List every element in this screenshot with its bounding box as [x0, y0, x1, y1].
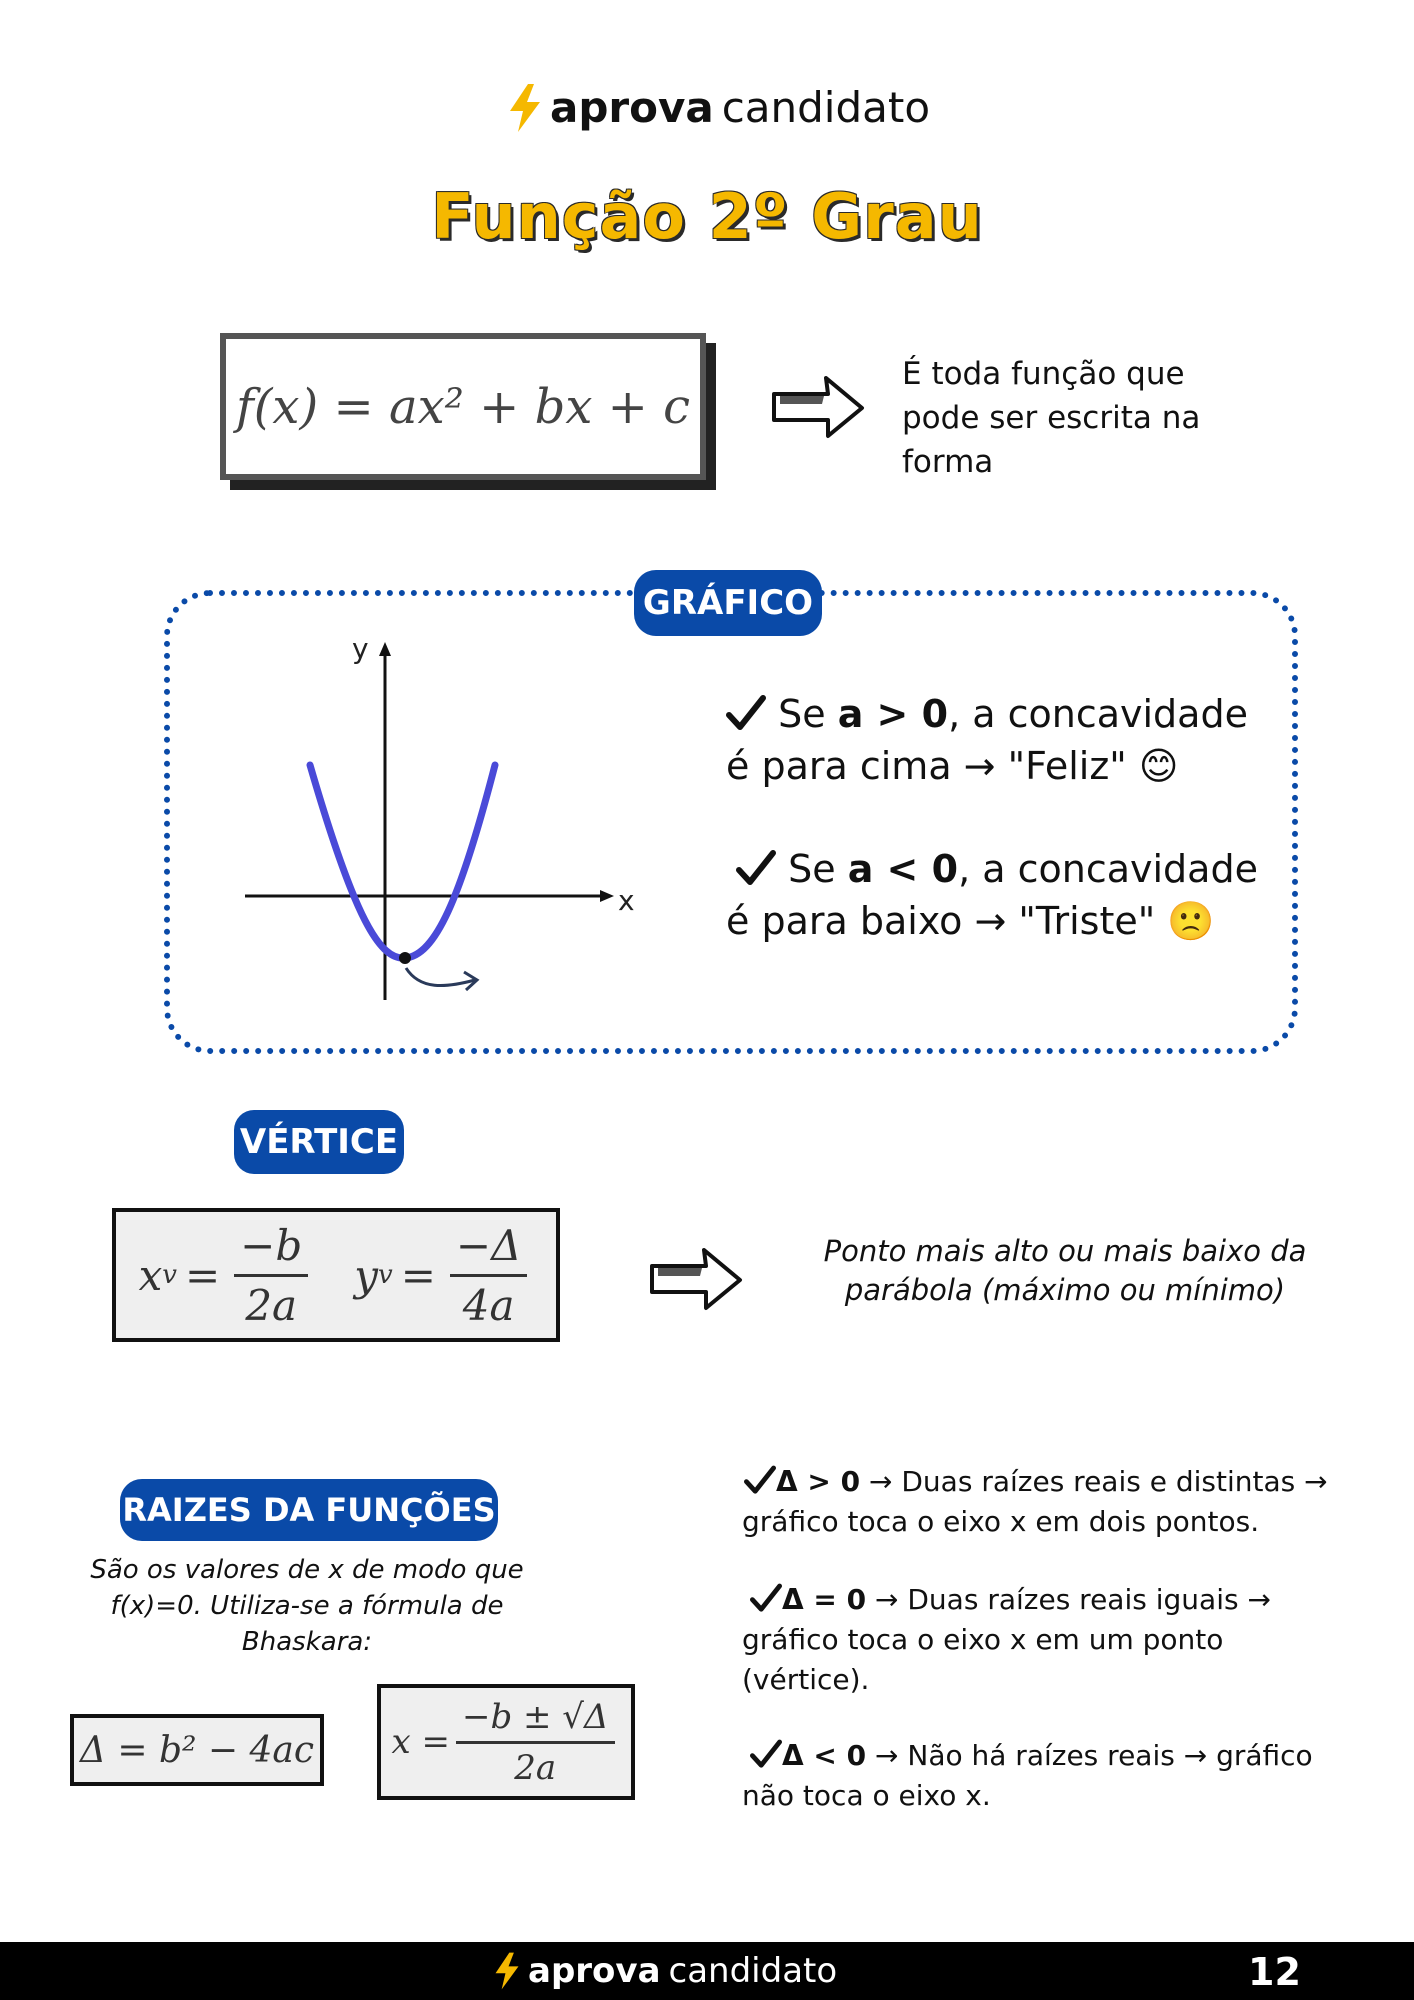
rule-a-positive [726, 688, 1266, 792]
lightning-bolt-icon [494, 1952, 520, 1990]
y-axis-arrow-icon [379, 642, 391, 656]
footer-brand [494, 1952, 837, 1990]
delta-case-text: → Duas raízes reais e distintas → gráfico toca o eixo x em dois pontos. [742, 1465, 1328, 1538]
bhaskara-lhs: x = [391, 1722, 450, 1762]
hand-drawn-arrow-icon [770, 372, 866, 442]
bhaskara-fraction [456, 1697, 615, 1788]
x-axis-arrow-icon [600, 890, 614, 902]
delta-case-condition: Δ < 0 [782, 1739, 867, 1772]
rule-condition: a < 0 [847, 847, 959, 891]
definition-description: É toda função que pode ser escrita na forma [902, 356, 1201, 480]
rule-line2: é para cima → "Feliz" [726, 744, 1127, 788]
rule-prefix: Se [778, 692, 838, 736]
rule-a-negative [726, 843, 1266, 947]
header-brand [508, 84, 930, 132]
page-title: Função 2º Grau [431, 180, 983, 253]
delta-formula-box [70, 1714, 324, 1786]
rule-line2: é para baixo → "Triste" [726, 899, 1156, 943]
delta-case-zero [742, 1580, 1302, 1700]
xv-fraction [234, 1221, 308, 1330]
brand-bold: aprova [550, 83, 714, 132]
footer-brand-light: candidato [668, 1951, 838, 1991]
rule-prefix: Se [788, 847, 848, 891]
rule-middle: , a concavidade [958, 847, 1258, 891]
yv-denominator: 4a [462, 1280, 515, 1330]
delta-case-condition: Δ > 0 [776, 1465, 861, 1498]
delta-case-text: → Não há raízes reais → gráfico não toca o eixo x. [742, 1739, 1313, 1812]
xv-sub: v [162, 1260, 177, 1290]
raizes-label: RAIZES DA FUNÇÕES [120, 1479, 498, 1541]
checkmark-icon [736, 848, 776, 888]
x-axis-label: x [618, 884, 635, 917]
raizes-description: São os valores de x de modo que f(x)=0. Utiliza-se a fórmula de Bhaskara: [90, 1555, 524, 1657]
yv-lhs: y [354, 1250, 378, 1300]
bhaskara-denominator: 2a [514, 1747, 557, 1788]
delta-formula: Δ = b² − 4ac [79, 1729, 315, 1771]
bhaskara-numerator: −b ± √Δ [456, 1697, 615, 1744]
parabola-graph [230, 630, 650, 1030]
quadratic-formula-box [220, 333, 706, 480]
vertice-description: Ponto mais alto ou mais baixo da parábola (máximo ou mínimo) [823, 1234, 1307, 1307]
xv-denominator: 2a [245, 1280, 298, 1330]
bhaskara-formula-box [377, 1684, 635, 1800]
vertex-point [399, 952, 411, 964]
delta-case-condition: Δ = 0 [782, 1583, 867, 1616]
delta-case-text: → Duas raízes reais iguais → gráfico toca o eixo x em um ponto (vértice). [742, 1583, 1271, 1696]
rule-condition: a > 0 [837, 692, 949, 736]
delta-case-negative [742, 1736, 1322, 1816]
brand-light: candidato [721, 83, 931, 132]
delta-case-positive [742, 1462, 1332, 1542]
checkmark-icon [750, 1582, 782, 1614]
happy-emoji-icon: 😊 [1138, 744, 1179, 788]
yv-numerator: −Δ [450, 1221, 528, 1277]
footer-bar [0, 1942, 1414, 2000]
parabola-curve [310, 765, 495, 958]
lightning-bolt-icon [508, 84, 542, 132]
xv-lhs: x [138, 1250, 163, 1300]
vertex-arrow-icon [406, 968, 475, 986]
grafico-label: GRÁFICO [634, 570, 822, 636]
checkmark-icon [744, 1464, 776, 1496]
quadratic-formula: f(x) = ax² + bx + c [235, 378, 691, 435]
yv-sub: v [377, 1260, 393, 1290]
vertex-formula-box: x v = $\frac{-b}{2a}$ y v = $\frac{-\Delta}{4a}$ [112, 1208, 560, 1342]
checkmark-icon [750, 1738, 782, 1770]
xv-numerator: −b [234, 1221, 308, 1277]
y-axis-label: y [352, 632, 369, 665]
footer-brand-bold: aprova [528, 1951, 661, 1991]
hand-drawn-arrow-icon [648, 1244, 744, 1314]
sad-emoji-icon: 🙁 [1167, 899, 1215, 943]
page-number: 12 [1248, 1950, 1301, 1994]
rule-middle: , a concavidade [948, 692, 1248, 736]
checkmark-icon [726, 693, 766, 733]
vertice-label: VÉRTICE [234, 1110, 404, 1174]
yv-fraction [450, 1221, 528, 1330]
